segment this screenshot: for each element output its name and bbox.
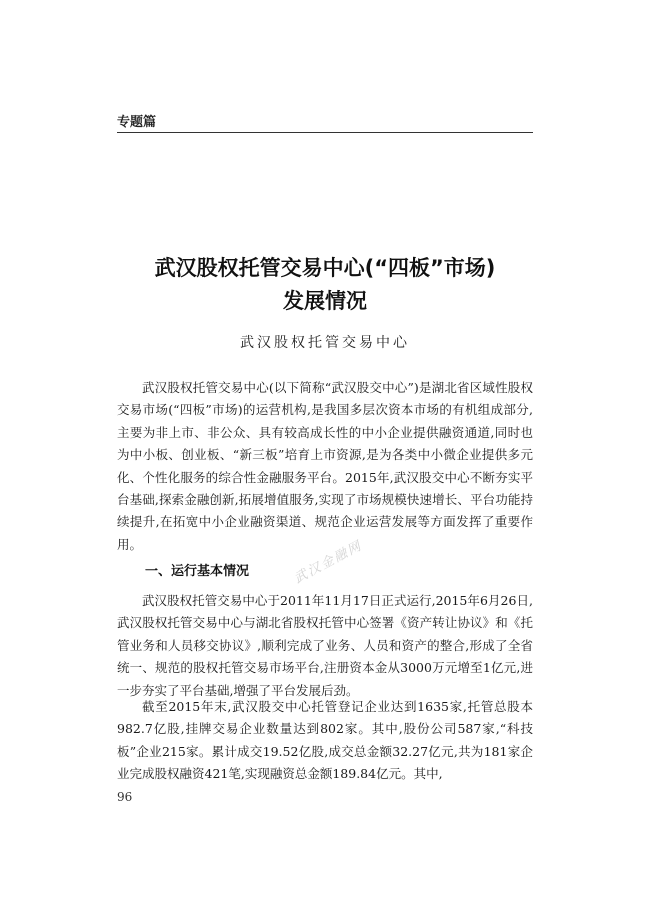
paragraph-block-2 (117, 590, 533, 702)
paragraph-3: 截至2015年末,武汉股交中心托管登记企业达到1635家,托管总股本982.7亿股,挂牌交易企业数量达到802家。其中,股份公司587家,“科技板”企业215家。累计成交19.52亿股,成交总金额32.27亿元,共为181家企业完成股权融资421笔,实现融资总金额189.84亿元。其中, (117, 699, 533, 782)
article-author: 武汉股权托管交易中心 (240, 335, 410, 351)
section-heading: 一、运行基本情况 (145, 564, 250, 579)
paragraph-2: 武汉股权托管交易中心于2011年11月17日正式运行,2015年6月26日,武汉股权托管交易中心与湖北省股权托管中心签署《资产转让协议》和《托管业务和人员移交协议》,顺利完成了业务、人员和资产的整合,形成了全省统一、规范的股权托管交易市场平台,注册资本金从3000万元增至1亿元,进一步夯实了平台基础,增强了平台发展后劲。 (117, 593, 533, 698)
title-line-2: 发展情况 (283, 289, 367, 313)
watermark: 武汉金融网 (291, 538, 366, 587)
page-number: 96 (117, 790, 133, 804)
intro-paragraph-block (117, 377, 533, 556)
paragraph-block-3 (117, 696, 533, 786)
paragraph-1: 武汉股权托管交易中心(以下简称“武汉股交中心”)是湖北省区域性股权交易市场(“四板”市场)的运营机构,是我国多层次资本市场的有机组成部分,主要为非上市、非公众、具有较高成长性的中小企业提供融资通道,同时也为中小板、创业板、“新三板”培育上市资源,是为各类中小微企业提供多元化、个性化服务的综合性金融服务平台。2015年,武汉股交中心不断夯实平台基础,探索金融创新,拓展增值服务,实现了市场规模快速增长、平台功能持续提升,在拓宽中小企业融资渠道、规范企业运营发展等方面发挥了重要作用。 (117, 380, 533, 552)
header-rule (117, 132, 533, 133)
section-label: 专题篇 (117, 115, 157, 130)
article-title (117, 252, 533, 318)
title-line-1: 武汉股权托管交易中心(“四板”市场) (154, 256, 496, 280)
